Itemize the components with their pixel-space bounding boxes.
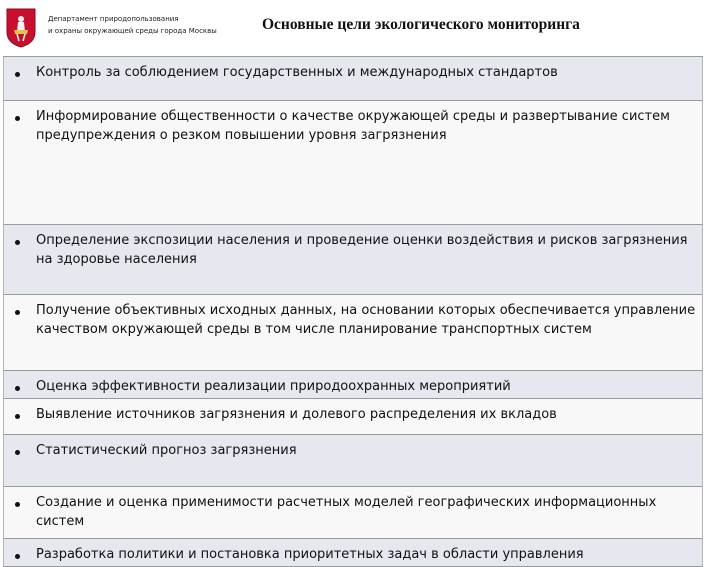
list-item-text: Получение объективных исходных данных, на основании которых обеспечивается управление качеством окружающей среды в том числе планирование транспортных систем [36, 303, 696, 337]
list-item [3, 371, 703, 399]
list-item [3, 225, 703, 295]
bullet-icon [15, 240, 20, 245]
list-item [3, 435, 703, 487]
bullet-icon [15, 554, 20, 559]
list-item-text: Статистический прогноз загрязнения [36, 443, 297, 458]
bullet-icon [15, 386, 20, 391]
list-item [3, 295, 703, 371]
list-item [3, 487, 703, 539]
list-item-text: Разработка политики и постановка приоритетных задач в области управления [36, 547, 584, 562]
moscow-coat-of-arms-icon [6, 8, 36, 48]
department-line-1: Департамент природопользования [48, 15, 179, 23]
bullet-icon [15, 450, 20, 455]
list-item [3, 539, 703, 567]
bullet-icon [15, 414, 20, 419]
department-name [48, 13, 217, 37]
list-item-text: Информирование общественности о качестве окружающей среды и развертывание систем предупреждения о резком повышении уровня загрязнения [36, 109, 670, 143]
department-line-2: и охраны окружающей среды города Москвы [48, 27, 217, 35]
bullet-icon [15, 310, 20, 315]
goals-table [3, 56, 703, 562]
list-item-text: Создание и оценка применимости расчетных моделей географических информационных систем [36, 495, 657, 529]
list-item-text: Выявление источников загрязнения и долевого распределения их вкладов [36, 407, 557, 422]
bullet-icon [15, 116, 20, 121]
page-title: Основные цели экологического мониторинга [262, 16, 580, 33]
list-item [3, 399, 703, 435]
bullet-icon [15, 72, 20, 77]
bullet-icon [15, 502, 20, 507]
list-item-text: Контроль за соблюдением государственных и международных стандартов [36, 65, 558, 80]
list-item-text: Определение экспозиции населения и проведение оценки воздействия и рисков загрязнения на здоровье населения [36, 233, 688, 267]
slide-header [0, 0, 720, 56]
list-item-text: Оценка эффективности реализации природоохранных мероприятий [36, 379, 511, 394]
list-item [3, 57, 703, 101]
list-item [3, 101, 703, 225]
